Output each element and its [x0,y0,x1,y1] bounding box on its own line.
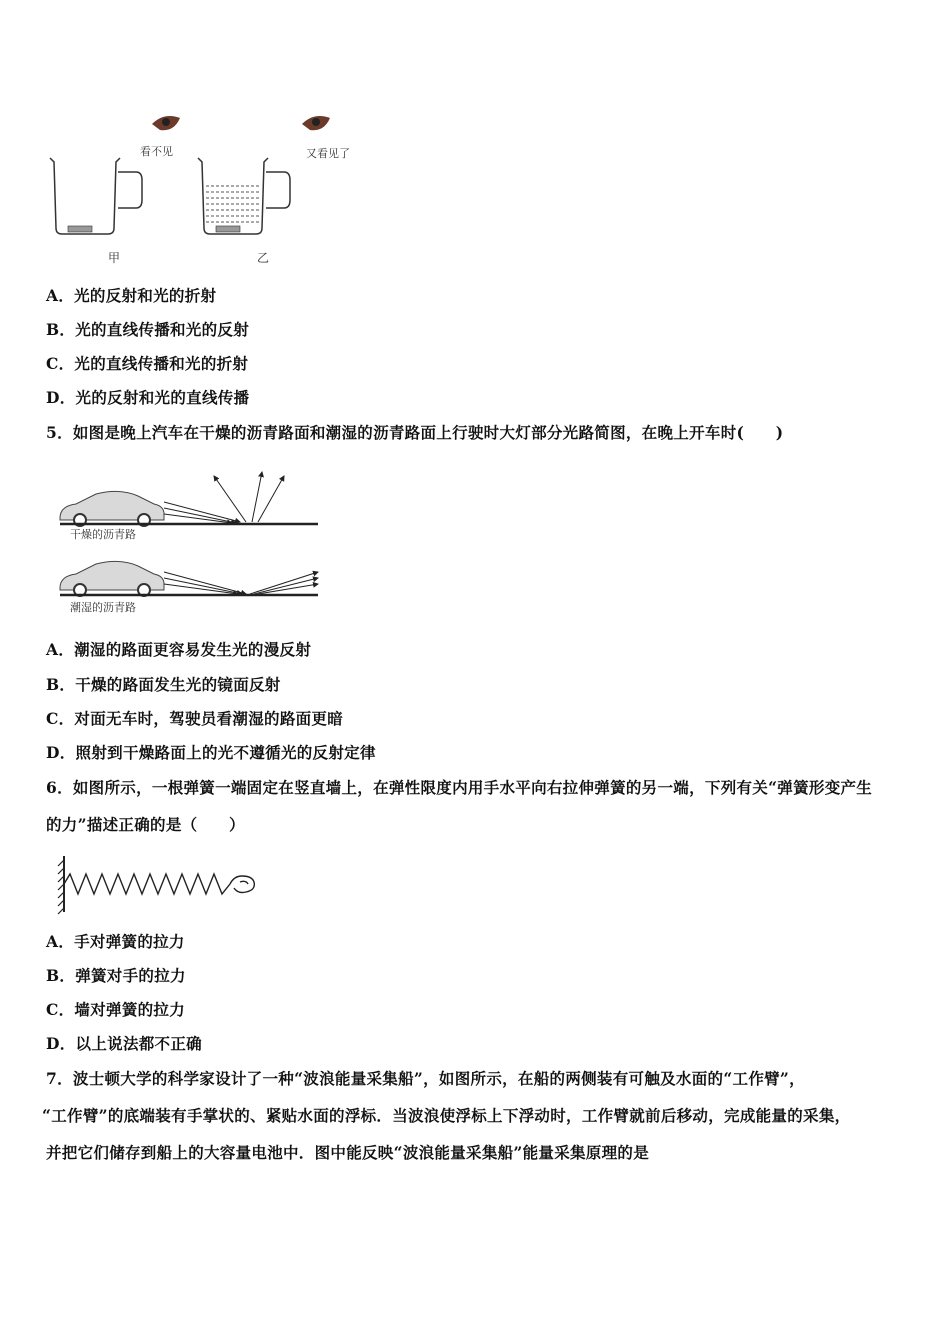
q7-line3: 并把它们储存到船上的大容量电池中．图中能反映“波浪能量采集船”能量采集原理的是 [46,1143,650,1162]
q6-option-d: D．以上说法都不正确 [46,1034,202,1053]
q6-option-b: B．弹簧对手的拉力 [46,966,186,985]
dry-road-label: 干燥的沥青路 [70,528,136,541]
wall [58,856,64,914]
wet-road-label: 潮湿的沥青路 [70,601,136,614]
spring [64,874,230,894]
q7-line2: “工作臂”的底端装有手掌状的、紧贴水面的浮标．当波浪使浮标上下浮动时，工作臂就前后移动，完成能量的采集， [42,1106,851,1125]
eye-icon [152,116,180,130]
label-yi: 乙 [257,251,270,265]
wet-light-rays [164,572,318,594]
q5-option-d: D．照射到干燥路面上的光不遵循光的反射定律 [46,743,376,762]
q6-stem-line2: 的力”描述正确的是（ ） [46,815,245,834]
q5-option-c: C．对面无车时，驾驶员看潮湿的路面更暗 [46,709,344,728]
q6-option-a: A．手对弹簧的拉力 [46,932,185,951]
hand-icon [230,876,254,893]
q7-line1: 7．波士顿大学的科学家设计了一种“波浪能量采集船”，如图所示，在船的两侧装有可触及水面的“工作臂”， [46,1069,805,1088]
coin-yi [216,226,240,232]
coin-jia [68,226,92,232]
label-see-again: 又看见了 [306,147,350,160]
car-wet [60,561,164,596]
car-dry [60,491,164,526]
beaker-jia [50,158,142,234]
q4-option-c: C．光的直线传播和光的折射 [46,354,249,373]
label-jia: 甲 [108,251,121,265]
q6-stem-line1: 6．如图所示，一根弹簧一端固定在竖直墙上，在弹性限度内用手水平向右拉伸弹簧的另一端，下列有关“弹簧形变产生 [46,778,873,797]
q4-option-a: A．光的反射和光的折射 [46,286,217,305]
beaker-yi [198,158,290,234]
q4-option-d: D．光的反射和光的直线传播 [46,388,250,407]
q5-option-a: A．潮湿的路面更容易发生光的漫反射 [46,640,312,659]
eye-icon [302,116,330,130]
q5-option-b: B．干燥的路面发生光的镜面反射 [46,675,281,694]
label-not-see: 看不见 [140,145,173,158]
dry-light-rays [164,472,284,523]
q5-stem: 5．如图是晚上汽车在干燥的沥青路面和潮湿的沥青路面上行驶时大灯部分光路简图，在晚上开车时( ) [46,423,784,442]
car-road-figure [56,468,324,618]
q6-option-c: C．墙对弹簧的拉力 [46,1000,186,1019]
beaker-figure [40,108,380,270]
spring-figure [54,852,264,916]
water [206,186,260,222]
q4-option-b: B．光的直线传播和光的反射 [46,320,250,339]
